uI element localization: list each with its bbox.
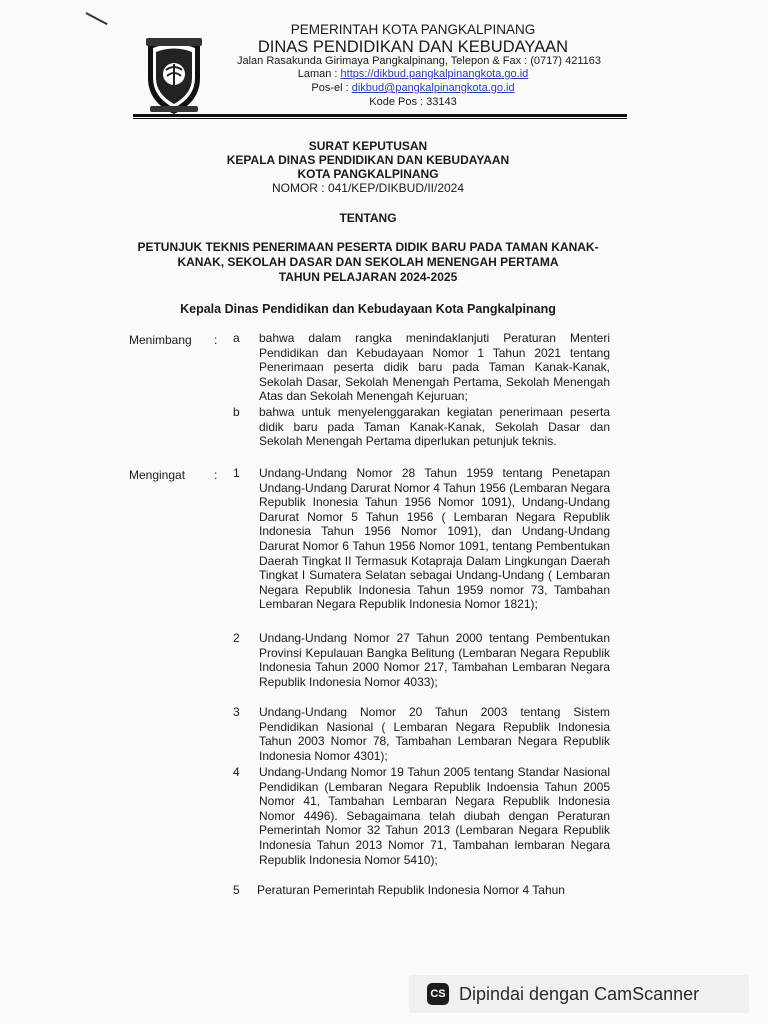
mengingat-num-2: 2: [233, 631, 240, 645]
mengingat-colon: :: [214, 468, 218, 482]
decree-issuer: KEPALA DINAS PENDIDIKAN DAN KEBUDAYAAN: [226, 153, 510, 167]
website-line: [218, 68, 608, 80]
decree-city: KOTA PANGKALPINANG: [297, 167, 439, 181]
mengingat-num-1: 1: [233, 466, 240, 480]
menimbang-colon: :: [214, 333, 218, 347]
mengingat-num-4: 4: [233, 765, 240, 779]
website-label: Laman :: [297, 68, 338, 80]
menimbang-item-b: bahwa untuk menyelenggarakan kegiatan penerimaan peserta didik baru pada Taman Kanak-Kanak, Sekolah Dasar dan Sekolah Menengah Pertama diperlukan petunjuk teknis.: [259, 405, 610, 449]
subject-line-1: PETUNJUK TEKNIS PENERIMAAN PESERTA DIDIK BARU PADA TAMAN KANAK-: [137, 240, 599, 254]
letterhead-rule-thin: [133, 118, 627, 119]
decree-title: SURAT KEPUTUSAN: [308, 139, 428, 153]
menimbang-label: Menimbang: [129, 333, 192, 347]
email-line: [218, 82, 608, 94]
address: Jalan Rasakunda Girimaya Pangkalpinang, Telepon & Fax : (0717) 421163: [236, 55, 602, 67]
mengingat-item-2: Undang-Undang Nomor 27 Tahun 2000 tentang Pembentukan Provinsi Kepulauan Bangka Belitung (Lembaran Negara Republik Indonesia Tahun 2000 Nomor 217, Tambahan Lembaran Negara Republik Indonesia Nomor 4033);: [259, 631, 610, 689]
mengingat-num-5: 5: [233, 883, 240, 897]
mengingat-item-4: Undang-Undang Nomor 19 Tahun 2005 tentang Standar Nasional Pendidikan (Lembaran Negara Republik Indoensia Tahun 2005 Nomor 41, Tambahan Lembaran Negara Republik Indonesia Nomor 4496). Sebagaimana telah diubah dengan Peraturan Pemerintah Nomor 32 Tahun 2013 (Lembaran Negara Republik Indonesia Tahun 2013 Nomor 71, Tambahan lembaran Negara Republik Indonesia Nomor 5410);: [259, 765, 610, 867]
letterhead-rule-thick: [133, 114, 627, 117]
decree-number: NOMOR : 041/KEP/DIKBUD/II/2024: [271, 181, 465, 195]
scan-mark: [86, 12, 108, 25]
city-emblem-icon: [140, 34, 208, 116]
mengingat-item-3: Undang-Undang Nomor 20 Tahun 2003 tentang Sistem Pendidikan Nasional ( Lembaran Negara Republik Indonesia Tahun 2003 Nomor 78, Tambahan Lembaran Negara Republik Indonesia Nomor 4301);: [259, 705, 610, 763]
subject-line-2: KANAK, SEKOLAH DASAR DAN SEKOLAH MENENGAH PERTAMA: [177, 255, 559, 269]
subject-line-3: TAHUN PELAJARAN 2024-2025: [278, 270, 458, 284]
mengingat-item-5: Peraturan Pemerintah Republik Indonesia Nomor 4 Tahun: [257, 883, 565, 897]
dept-name: DINAS PENDIDIKAN DAN KEBUDAYAAN: [257, 38, 569, 56]
camscanner-text: Dipindai dengan CamScanner: [459, 983, 700, 1004]
official-title: Kepala Dinas Pendidikan dan Kebudayaan Kota Pangkalpinang: [180, 302, 556, 316]
menimbang-num-a: a: [233, 331, 240, 345]
postcode: Kode Pos : 33143: [369, 96, 457, 108]
camscanner-icon: CS: [427, 983, 449, 1005]
camscanner-watermark: [409, 975, 749, 1013]
menimbang-num-b: b: [233, 405, 240, 419]
mengingat-item-1: Undang-Undang Nomor 28 Tahun 1959 tentang Penetapan Undang-Undang Darurat Nomor 4 Tahun 1956 (Lembaran Negara Republik Inonesia Tahun 1956 Nomor 1091), Undang-Undang Darurat Nomor 5 Tahun 1956 ( Lembaran Negara Republik Indonesia Tahun 1956 Nomor 1091), dan Undang-Undang Darurat Nomor 6 Tahun 1956 Nomor 1091, tentang Pembentukan Daerah Tingkat II Termasuk Kotapraja Dalam Lingkungan Daerah Tingkat I Sumatera Selatan sebagai Undang-Undang ( Lembaran Negara Republik Indonesia Tahun 1959 nomor 73, Tambahan Lembaran Negara Republik Indonesia Nomor 1821);: [259, 466, 610, 612]
email-link[interactable]: dikbud@pangkalpinangkota.go.id: [351, 82, 515, 94]
menimbang-item-a: bahwa dalam rangka menindaklanjuti Peraturan Menteri Pendidikan dan Kebudayaan Nomor 1 Tahun 2021 tentang Penerimaan peserta didik baru pada Taman Kanak-Kanak, Sekolah Dasar, Sekolah Menengah Pertama, Sekolah Menengah Atas dan Sekolah Menengah Kejuruan;: [259, 331, 610, 404]
mengingat-label: Mengingat: [129, 468, 186, 482]
gov-name: PEMERINTAH KOTA PANGKALPINANG: [290, 22, 536, 37]
about-heading: TENTANG: [339, 211, 397, 225]
website-link[interactable]: https://dikbud.pangkalpinangkota.go.id: [340, 68, 529, 80]
mengingat-num-3: 3: [233, 705, 240, 719]
email-label: Pos-el :: [311, 82, 349, 94]
